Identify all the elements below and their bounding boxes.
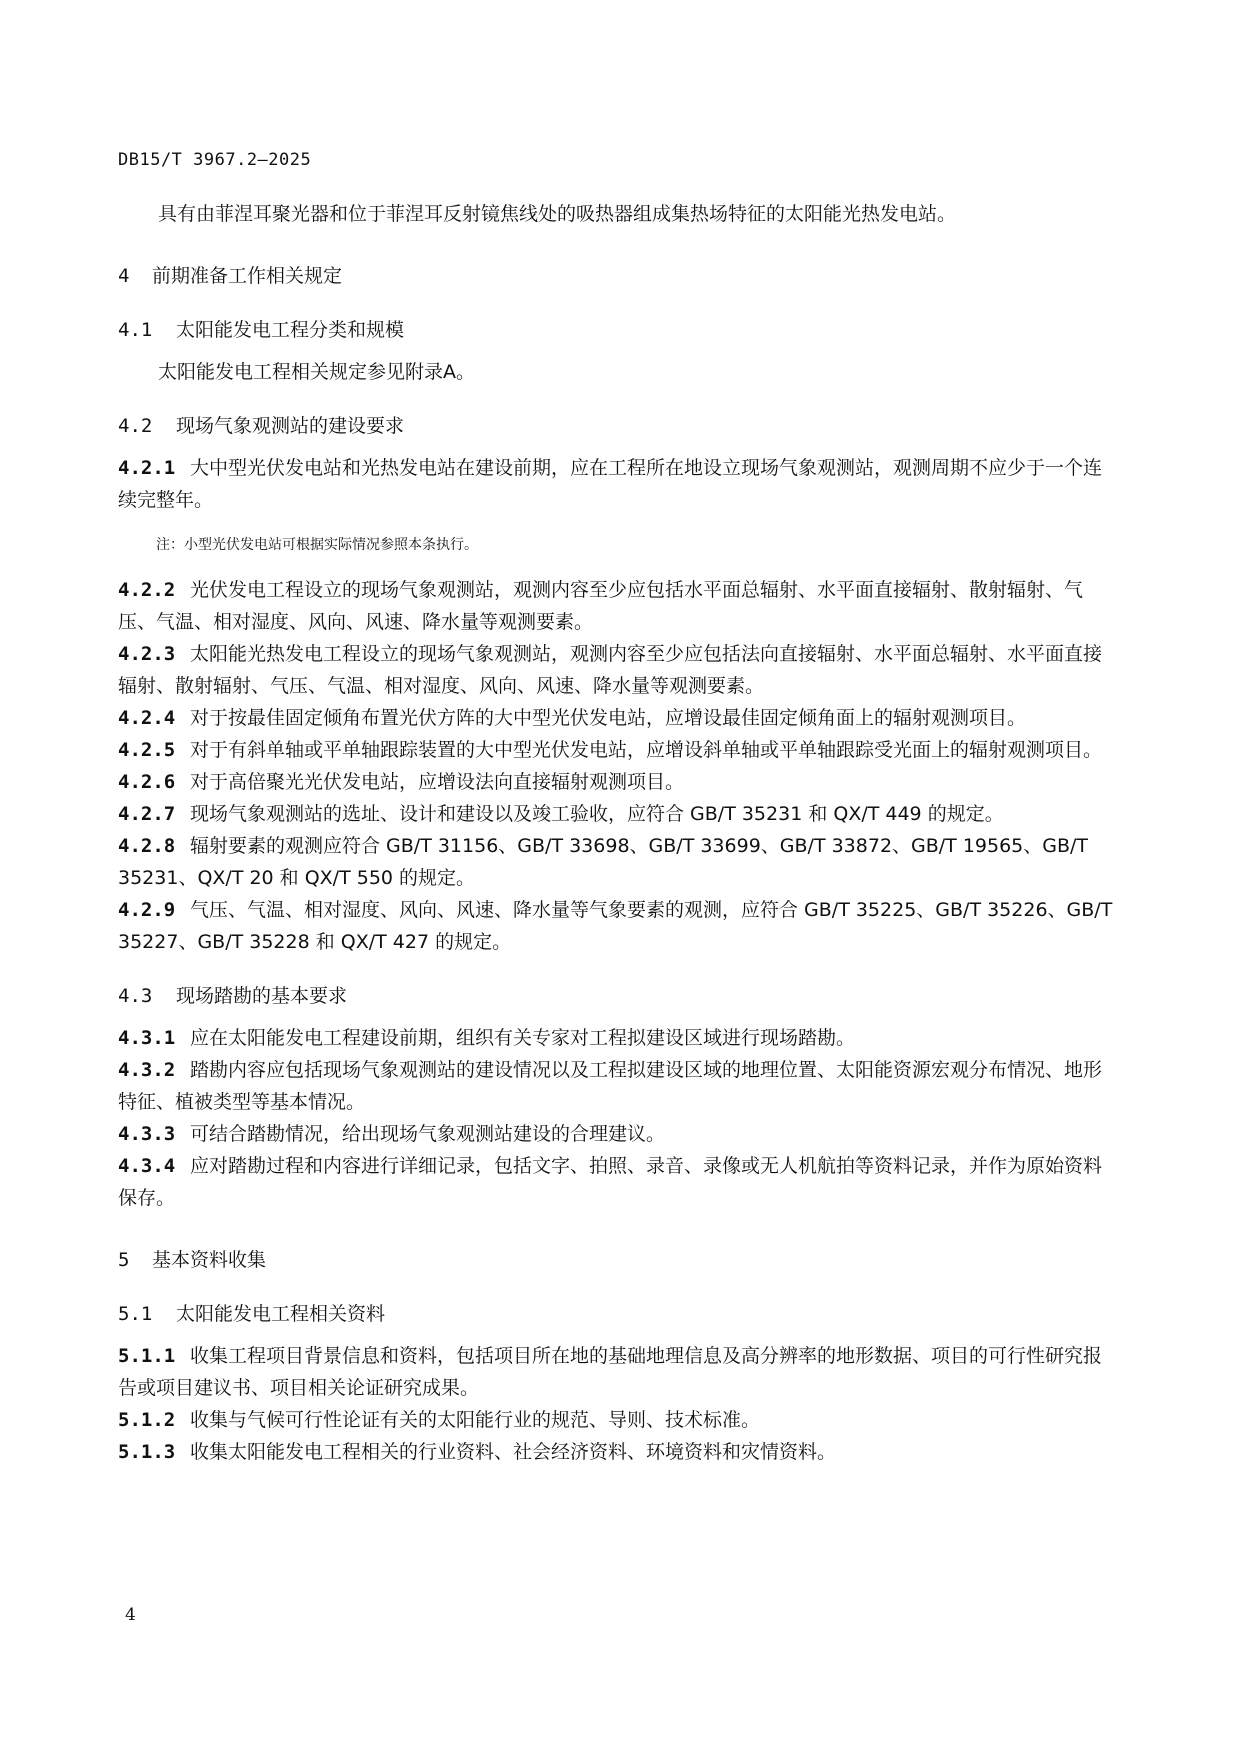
intro-paragraph: 具有由菲涅耳聚光器和位于菲涅耳反射镜焦线处的吸热器组成集热场特征的太阳能光热发电站。 (158, 203, 957, 225)
document-id: DB15/T 3967.2—2025 (118, 150, 312, 170)
section-4-heading: 4 前期准备工作相关规定 (118, 265, 343, 287)
document-body (118, 198, 1118, 1468)
clause-5-1-3: 5.1.3 收集太阳能发电工程相关的行业资料、社会经济资料、环境资料和灾情资料。 (118, 1441, 837, 1463)
clause-4-3-3: 4.3.3 可结合踏勘情况，给出现场气象观测站建设的合理建议。 (118, 1123, 666, 1145)
clause-4-3-1: 4.3.1 应在太阳能发电工程建设前期，组织有关专家对工程拟建设区域进行现场踏勘。 (118, 1027, 856, 1049)
clause-5-1-2: 5.1.2 收集与气候可行性论证有关的太阳能行业的规范、导则、技术标准。 (118, 1409, 761, 1431)
clause-4-2-5: 4.2.5 对于有斜单轴或平单轴跟踪装置的大中型光伏发电站，应增设斜单轴或平单轴跟踪受光面上的辐射观测项目。 (118, 739, 1103, 761)
clause-4-3-4: 4.3.4 应对踏勘过程和内容进行详细记录，包括文字、拍照、录音、录像或无人机航拍等资料记录，并作为原始资料保存。 (118, 1155, 1103, 1209)
clause-4-2-9: 4.2.9 气压、气温、相对湿度、风向、风速、降水量等气象要素的观测，应符合 GB/T 35225、GB/T 35226、GB/T 35227、GB/T 35228 和 QX/T 427 的规定。 (118, 899, 1113, 953)
clause-4-2-4: 4.2.4 对于按最佳固定倾角布置光伏方阵的大中型光伏发电站，应增设最佳固定倾角面上的辐射观测项目。 (118, 707, 1027, 729)
clause-4-2-1: 4.2.1 大中型光伏发电站和光热发电站在建设前期，应在工程所在地设立现场气象观测站，观测周期不应少于一个连续完整年。 (118, 457, 1103, 511)
clause-4-3-2: 4.3.2 踏勘内容应包括现场气象观测站的建设情况以及工程拟建设区域的地理位置、太阳能资源宏观分布情况、地形特征、植被类型等基本情况。 (118, 1059, 1103, 1113)
section-5-heading: 5 基本资料收集 (118, 1249, 267, 1271)
clause-4-2-6: 4.2.6 对于高倍聚光光伏发电站，应增设法向直接辐射观测项目。 (118, 771, 685, 793)
page-number: 4 (125, 1605, 136, 1625)
clause-5-1-1: 5.1.1 收集工程项目背景信息和资料，包括项目所在地的基础地理信息及高分辨率的地形数据、项目的可行性研究报告或项目建议书、项目相关论证研究成果。 (118, 1345, 1103, 1399)
clause-4-2-8: 4.2.8 辐射要素的观测应符合 GB/T 31156、GB/T 33698、GB/T 33699、GB/T 33872、GB/T 19565、GB/T 35231、QX/T 20 和 QX/T 550 的规定。 (118, 835, 1089, 889)
section-4-2-heading: 4.2 现场气象观测站的建设要求 (118, 415, 405, 437)
section-5-1-heading: 5.1 太阳能发电工程相关资料 (118, 1303, 386, 1325)
clause-4-2-3: 4.2.3 太阳能光热发电工程设立的现场气象观测站，观测内容至少应包括法向直接辐射、水平面总辐射、水平面直接辐射、散射辐射、气压、气温、相对湿度、风向、风速、降水量等观测要素。 (118, 643, 1103, 697)
clause-4-2-7: 4.2.7 现场气象观测站的选址、设计和建设以及竣工验收，应符合 GB/T 35231 和 QX/T 449 的规定。 (118, 803, 1004, 825)
section-4-1-text: 太阳能发电工程相关规定参见附录A。 (158, 361, 475, 383)
section-4-3-heading: 4.3 现场踏勘的基本要求 (118, 985, 348, 1007)
section-4-1-heading: 4.1 太阳能发电工程分类和规模 (118, 319, 405, 341)
clause-note: 注：小型光伏发电站可根据实际情况参照本条执行。 (156, 537, 478, 553)
clause-4-2-2: 4.2.2 光伏发电工程设立的现场气象观测站，观测内容至少应包括水平面总辐射、水平面直接辐射、散射辐射、气压、气温、相对湿度、风向、风速、降水量等观测要素。 (118, 579, 1084, 633)
